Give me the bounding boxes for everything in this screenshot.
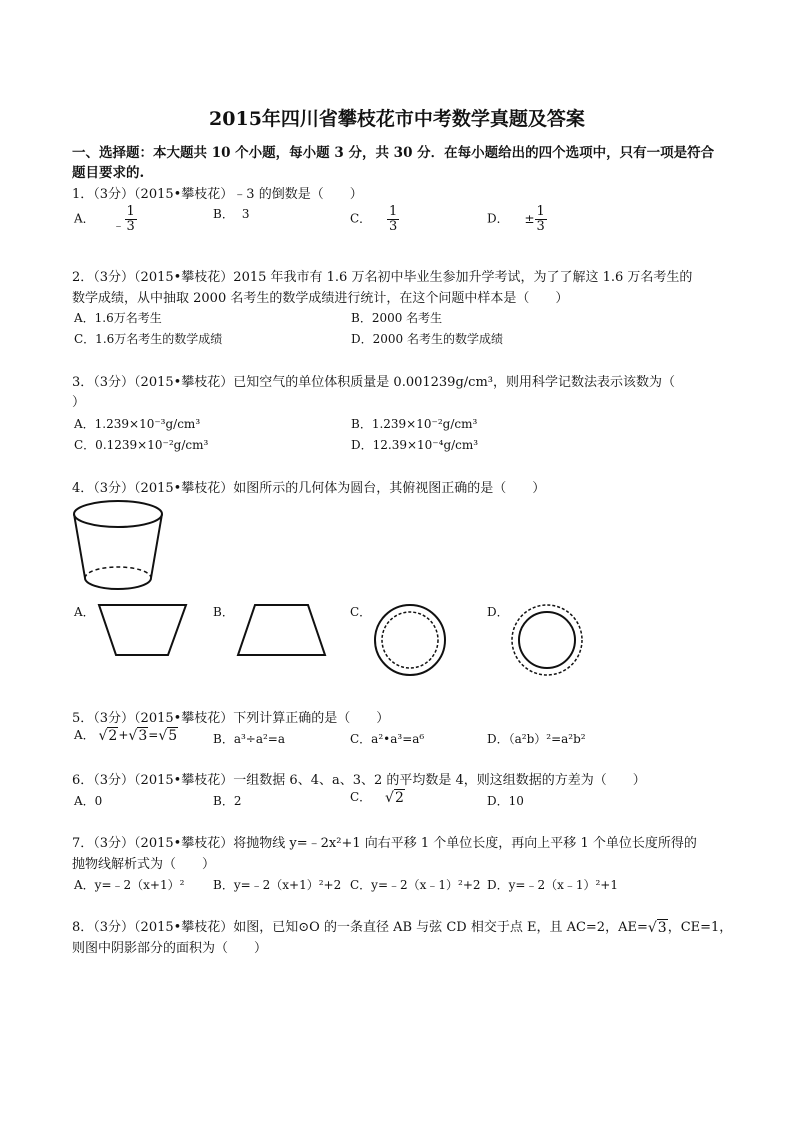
q1-option-d: D． ± $\frac{1}{3}$ bbox=[487, 204, 545, 234]
q2-option-b: B．2000 名考生 bbox=[351, 311, 443, 325]
q7-stem-line1: 7．（3分）（2015•攀枝花）将抛物线 y=﹣2x²+1 向右平移 1 个单位长度，再向上平移 1 个单位长度所得的 bbox=[72, 836, 697, 851]
q1-option-c: C． $\frac{1}{3}$ bbox=[350, 204, 398, 234]
q5-a-sqrt-5: √5 bbox=[158, 727, 178, 744]
q3-stem-line2: ） bbox=[72, 395, 86, 410]
q8-stem-line2: 则图中阴影部分的面积为（ ） bbox=[72, 941, 268, 956]
section-header-line1: 一、选择题：本大题共 10 个小题，每小题 3 分，共 30 分．在每小题给出的四个选项中，只有一项是符合 bbox=[72, 145, 715, 161]
q3-option-a: A．1.239×10⁻³g/cm³ bbox=[74, 417, 201, 431]
q6-option-c: C． √2 bbox=[350, 789, 404, 806]
q7-stem-line2: 抛物线解析式为（ ） bbox=[72, 857, 216, 872]
q4-stem: 4．（3分）（2015•攀枝花）如图所示的几何体为圆台，其俯视图正确的是（ ） bbox=[72, 481, 546, 496]
q5-stem: 5．（3分）（2015•攀枝花）下列计算正确的是（ ） bbox=[72, 711, 390, 726]
q8-sqrt-3: √3 bbox=[647, 919, 667, 936]
q6-c-sqrt: √2 bbox=[385, 789, 404, 806]
q6-option-d: D．10 bbox=[487, 794, 524, 808]
q6-option-a: A．0 bbox=[74, 794, 103, 808]
q2-stem-line2: 数学成绩，从中抽取 2000 名考生的数学成绩进行统计，在这个问题中样本是（ ） bbox=[72, 291, 569, 306]
q4-option-c-figure bbox=[370, 600, 450, 680]
q5-option-c: C．a²•a³=a⁶ bbox=[350, 732, 425, 746]
q5-a-sqrt-2: √2 bbox=[98, 727, 118, 744]
q5-option-b: B．a³÷a²=a bbox=[213, 732, 286, 746]
q2-stem-line1: 2．（3分）（2015•攀枝花）2015 年我市有 1.6 万名初中毕业生参加升学考试，为了了解这 1.6 万名考生的 bbox=[72, 270, 693, 285]
q3-option-d: D．12.39×10⁻⁴g/cm³ bbox=[351, 438, 479, 452]
q2-option-a: A．1.6万名考生 bbox=[74, 311, 162, 325]
q4-option-d-figure bbox=[507, 600, 587, 680]
q5-a-sqrt-3: √3 bbox=[128, 727, 148, 744]
q3-option-c: C．0.1239×10⁻²g/cm³ bbox=[74, 438, 209, 452]
q4-option-c-label: C． bbox=[350, 605, 372, 619]
q4-option-d-label: D． bbox=[487, 605, 509, 619]
q4-option-a-label: A． bbox=[74, 605, 95, 619]
q2-option-d: D．2000 名考生的数学成绩 bbox=[351, 332, 503, 346]
q7-option-d: D．y=﹣2（x﹣1）²+1 bbox=[487, 878, 618, 892]
q5-option-a: A． √2+√3=√5 bbox=[74, 727, 178, 744]
section-header-line2: 题目要求的. bbox=[72, 165, 145, 181]
q4-option-b-label: B． bbox=[213, 605, 234, 619]
page-title: 2015年四川省攀枝花市中考数学真题及答案 bbox=[209, 108, 585, 130]
q3-option-b: B．1.239×10⁻²g/cm³ bbox=[351, 417, 478, 431]
q6-option-b: B．2 bbox=[213, 794, 242, 808]
q1-c-fraction: $\frac{1}{3}$ bbox=[389, 204, 398, 234]
q1-option-b: B． 3 bbox=[213, 207, 250, 221]
q5-option-d: D．（a²b）²=a²b² bbox=[487, 732, 586, 746]
q1-a-fraction: $\frac{1}{3}$ bbox=[126, 204, 135, 234]
q3-stem-line1: 3．（3分）（2015•攀枝花）已知空气的单位体积质量是 0.001239g/cm³，则用科学记数法表示该数为（ bbox=[72, 375, 675, 390]
q1-d-fraction: $\frac{1}{3}$ bbox=[536, 204, 545, 234]
q4-option-b-figure bbox=[233, 600, 333, 660]
q2-option-c: C．1.6万名考生的数学成绩 bbox=[74, 332, 223, 346]
q7-option-b: B．y=﹣2（x+1）²+2 bbox=[213, 878, 342, 892]
q1-stem: 1．（3分）（2015•攀枝花）﹣3 的倒数是（ ） bbox=[72, 187, 363, 202]
q7-option-a: A．y=﹣2（x+1）² bbox=[74, 878, 185, 892]
q4-option-a-figure bbox=[94, 600, 194, 660]
q1-option-a: A． ﹣ $\frac{1}{3}$ bbox=[74, 204, 135, 234]
q6-stem: 6．（3分）（2015•攀枝花）一组数据 6、4、a、3、2 的平均数是 4，则这组数据的方差为（ ） bbox=[72, 773, 646, 788]
q8-stem-line1: 8．（3分）（2015•攀枝花）如图，已知⊙O 的一条直径 AB 与弦 CD 相交于点 E，且 AC=2，AE=√3，CE=1， bbox=[72, 919, 733, 936]
q7-option-c: C．y=﹣2（x﹣1）²+2 bbox=[350, 878, 481, 892]
frustum-figure bbox=[70, 496, 170, 598]
